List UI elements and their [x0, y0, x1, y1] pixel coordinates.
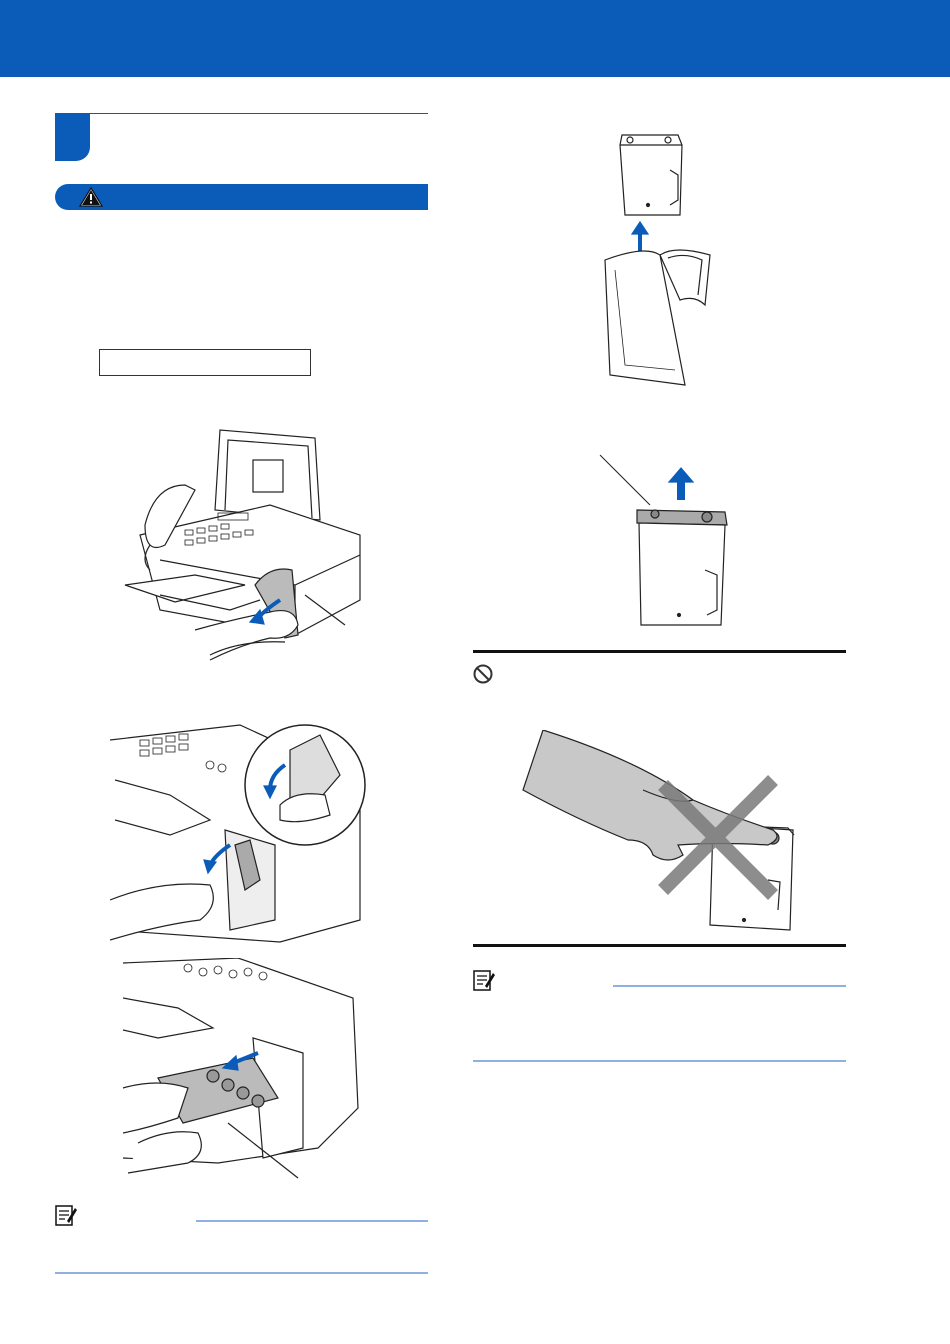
- note-2-top-rule: [613, 985, 846, 987]
- note-pencil-icon: [473, 968, 495, 992]
- note-1-top-rule: [196, 1220, 428, 1222]
- cartridge-cap-illustration: [595, 450, 735, 640]
- page-header-bar: [0, 0, 950, 77]
- prohibited-icon: [473, 664, 493, 684]
- note-1-bottom-rule: [55, 1272, 428, 1274]
- step-heading-rule: [55, 113, 428, 114]
- improper-setup-top-rule: [473, 650, 846, 653]
- note-pencil-icon: [55, 1203, 77, 1227]
- warning-triangle-icon: [79, 187, 103, 207]
- warning-bar: [55, 184, 428, 210]
- lever-illustration: [110, 720, 370, 945]
- protective-part-illustration: [118, 958, 368, 1183]
- hand-cartridge-illustration: [518, 730, 808, 940]
- cartridge-bag-illustration: [600, 130, 720, 390]
- fax-illustration: [120, 420, 370, 665]
- note-2-bottom-rule: [473, 1060, 846, 1062]
- lcd-message-box: [99, 349, 311, 376]
- step-number-box: [55, 113, 90, 161]
- improper-setup-bottom-rule: [473, 944, 846, 947]
